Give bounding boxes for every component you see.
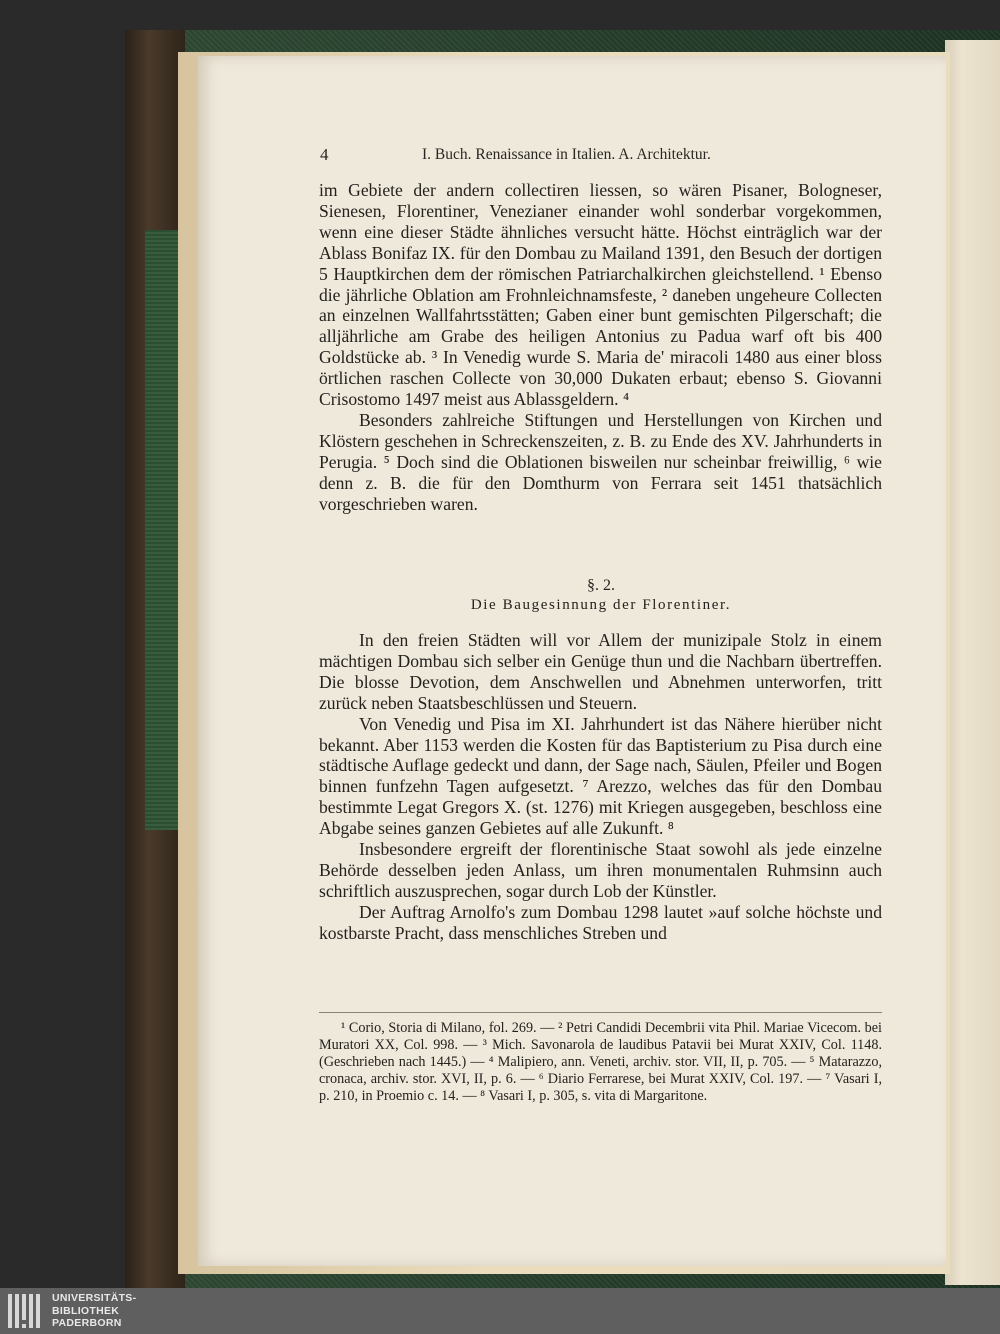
running-head [320,145,882,167]
footnotes [319,1020,882,1105]
library-logo-icon [6,1292,46,1330]
library-name-line: PADERBORN [52,1317,122,1329]
body-text-top [319,180,882,515]
body-text-section [319,630,882,944]
footnote-divider [319,1012,882,1013]
footnote-text: ¹ Corio, Storia di Milano, fol. 269. — ² Petri Candidi Decembrii vita Phil. Mariae Vicecom. bei Muratori XX, Col. 998. — ³ Mich. Savonarola de laudibus Patavii bei Murat XXIV, Col. 1148. (Geschrieben nach 1445.) — ⁴ Malipiero, ann. Veneti, archiv. stor. VII, II, p. 705. — ⁵ Matarazzo, cronaca, archiv. stor. XVI, II, p. 6. — ⁶ Diario Ferrarese, bei Murat XXIV, Col. 197. — ⁷ Vasari I, p. 210, in Proemio c. 14. — ⁸ Vasari I, p. 305, s. vita di Margaritone. [319,1020,882,1104]
running-head-title: I. Buch. Renaissance in Italien. A. Architektur. [422,146,711,163]
paragraph: In den freien Städten will vor Allem der munizipale Stolz in einem mächtigen Dombau sich selber ein Genüge thun und die Nachbarn übertreffen. Die blosse Devotion, dem Anschwellen und Abnehmen unterworfen, tritt zurück neben Staatsbeschlüssen und Steuern. [319,630,882,713]
footer-bar [0,1288,1000,1334]
paragraph: Der Auftrag Arnolfo's zum Dombau 1298 lautet »auf solche höchste und kostbarste Pracht, dass menschliches Streben und [319,901,882,943]
paragraph: Von Venedig und Pisa im XI. Jahrhundert ist das Nähere hierüber nicht bekannt. Aber 1153 werden die Kosten für das Baptisterium zu Pisa durch eine städtische Auflage gedeckt und dann, der Sage nach, Säulen, Pfeiler und Bogen binnen funfzehn Tagen aufgesetzt. ⁷ Arezzo, welches das für den Dombau bestimmte Legat Gregors X. (st. 1276) mit Kriegen ausgegeben, beschloss eine Abgabe seines ganzen Gebietes auf alle Zukunft. ⁸ [319,713,882,839]
section-title: Die Baugesinnung der Florentiner. [470,597,732,613]
library-name-line: UNIVERSITÄTS- [52,1292,137,1304]
library-name [52,1292,136,1330]
paragraph: im Gebiete der andern collectiren liessen, so wären Pisaner, Bologneser, Sienesen, Florentiner, Venezianer einander wohl sonderbar vorgekommen, wenn eine dieser Städte ähnliches versucht hätte. Höchst einträglich war der Ablass Bonifaz IX. für den Dombau zu Mailand 1391, den Besuch der dortigen 5 Hauptkirchen dem der römischen Patriarchalkirchen gleichstellend. ¹ Ebenso die jährliche Oblation am Frohnleichnamsfeste, ² daneben ungeheure Collecten an einzelnen Wallfahrtsstätten; Gaben einer bunt gemischten Pilgerschaft; die alljährliche am Grabe des heiligen Antonius zu Padua warf oft bis 400 Goldstücke ab. ³ In Venedig wurde S. Maria de' miracoli 1480 aus einer bloss örtlichen raschen Collecte von 30,000 Dukaten erbaut; ebenso S. Giovanni Crisostomo 1497 meist aus Ablassgeldern. ⁴ [319,180,882,410]
section-number: §. 2. [587,577,615,594]
library-name-line: BIBLIOTHEK [52,1304,120,1317]
paragraph: Besonders zahlreiche Stiftungen und Herstellungen von Kirchen und Klöstern geschehen in Schreckenszeiten, z. B. zu Ende des XV. Jahrhunderts in Perugia. ⁵ Doch sind die Oblationen bisweilen nur scheinbar freiwillig, ⁶ wie denn z. B. die für den Domthurm von Ferrara seit 1451 thatsächlich vorgeschrieben waren. [319,409,882,514]
page-number: 4 [320,145,329,164]
paragraph: Insbesondere ergreift der florentinische Staat sowohl als jede einzelne Behörde desselben jeden Anlass, um ihren monumentalen Ruhmsinn auch schriftlich auszusprechen, sogar durch Lob der Künstler. [319,839,882,901]
facing-page-edge [945,40,1000,1285]
